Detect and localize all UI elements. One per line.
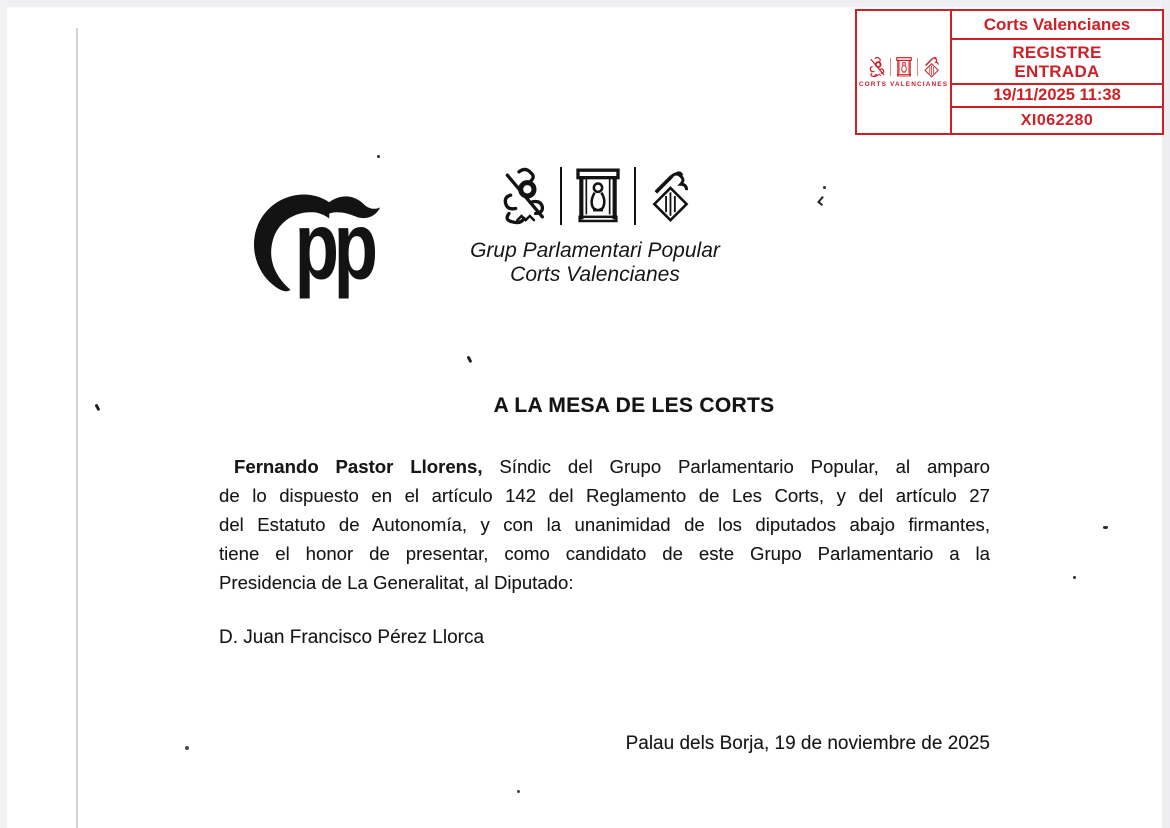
stamp-registre-entrada [952,40,1162,85]
emblem-divider [634,167,636,225]
paragraph-line: Presidencia de La Generalitat, al Diputado: [219,572,574,593]
stamp-emblems-row [868,56,940,78]
king-on-throne-emblem-icon [573,164,623,228]
candidate-name: D. Juan Francisco Pérez Llorca [219,627,485,648]
group-name-line1: Grup Parlamentari Popular [470,239,720,262]
scan-artifact [95,404,100,411]
king-on-throne-emblem-icon [895,56,913,78]
stamp-entrada-label: ENTRADA [1014,61,1100,81]
document-heading: A LA MESA DE LES CORTS [493,394,775,417]
scan-artifact [467,356,472,363]
emblem-divider [917,58,918,76]
scan-artifact [1103,526,1108,529]
scan-edge-left [0,0,7,828]
letterhead-group [445,161,745,287]
stamp-emblems-cell [857,11,952,133]
page-margin-rule [76,28,78,828]
emblem-divider [890,58,891,76]
paragraph-line: tiene el honor de presentar, como candidato de este Grupo Parlamentario a la [219,543,990,564]
stamp-org-name: Corts Valencianes [952,11,1162,40]
paragraph-line [219,452,990,481]
paragraph-line: de lo dispuesto en el artículo 142 del Reglamento de Les Corts, y del artículo 27 [219,485,990,506]
sant-jordi-emblem-icon [868,56,886,78]
stamp-datetime: 19/11/2025 11:38 [952,85,1162,108]
scan-artifact [517,790,520,793]
senyera-shield-emblem-icon [647,164,691,228]
group-name-line2: Corts Valencianes [510,263,680,286]
stamp-emblems-caption: CORTS VALENCIANES [858,81,949,88]
stamp-registre-label: REGISTRE [1012,42,1102,62]
signatory-name: Fernando Pastor Llorens, [234,456,483,477]
scan-artifact [817,196,827,206]
emblem-divider [560,167,562,225]
scan-edge-top [0,0,1170,8]
registry-stamp [855,9,1164,135]
pp-logo-letters: pp [294,193,373,300]
scan-artifact [1073,576,1076,579]
scan-artifact [185,746,189,750]
pp-party-logo [248,188,388,302]
stamp-entry-number: XI062280 [1020,111,1094,129]
sant-jordi-emblem-icon [499,164,549,228]
corts-emblems-row [445,161,745,231]
paragraph-line-text: Síndic del Grupo Parlamentario Popular, al amparo [482,456,991,477]
paragraph-line: del Estatuto de Autonomía, y con la unanimidad de los diputados abajo firmantes, [219,514,990,535]
senyera-shield-emblem-icon [922,56,940,78]
body-paragraph [219,452,990,597]
place-date-line: Palau dels Borja, 19 de noviembre de 2025 [625,733,990,754]
scan-artifact [377,155,380,158]
scan-artifact [823,186,826,189]
